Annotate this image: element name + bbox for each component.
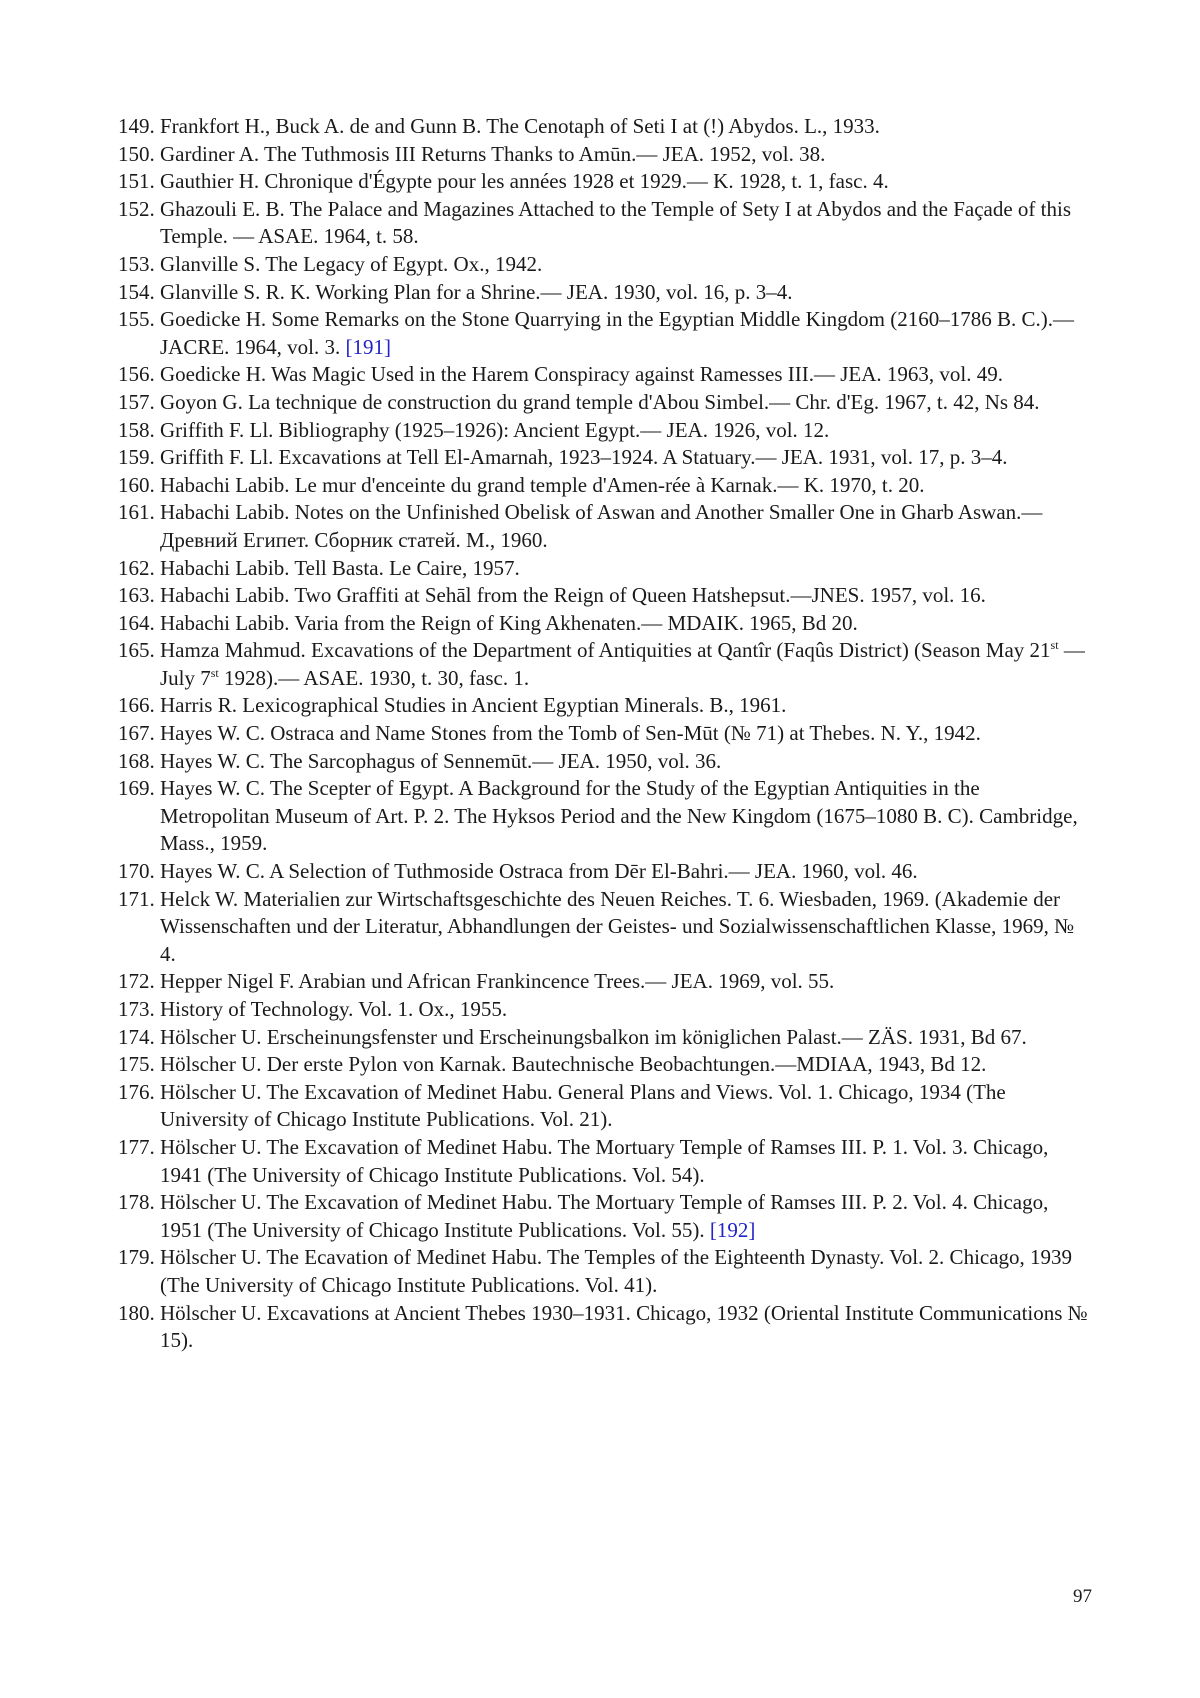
reference-number: 178. xyxy=(118,1190,155,1215)
reference-text: Hayes W. C. A Selection of Tuthmoside Ostraca from Dēr El-Bahri.— JEA. 1960, vol. 46. xyxy=(160,859,918,884)
reference-number: 180. xyxy=(118,1300,155,1325)
reference-number: 160. xyxy=(118,472,155,497)
reference-item xyxy=(118,555,1093,583)
reference-number: 159. xyxy=(118,445,155,470)
reference-number: 157. xyxy=(118,389,155,414)
reference-item xyxy=(118,775,1093,858)
reference-item xyxy=(118,141,1093,169)
reference-text: Habachi Labib. Two Graffiti at Sehāl from the Reign of Queen Hatshepsut.—JNES. 1957, vol. 16. xyxy=(160,583,986,608)
reference-number: 154. xyxy=(118,279,155,304)
reference-item xyxy=(118,1244,1093,1299)
reference-item xyxy=(118,637,1093,692)
reference-item xyxy=(118,251,1093,279)
reference-item xyxy=(118,886,1093,969)
reference-text: Hölscher U. Excavations at Ancient Thebes 1930–1931. Chicago, 1932 (Oriental Institute Communications № 15). xyxy=(160,1300,1088,1353)
reference-text: Harris R. Lexicographical Studies in Ancient Egyptian Minerals. B., 1961. xyxy=(160,693,787,718)
reference-number: 166. xyxy=(118,693,155,718)
reference-number: 164. xyxy=(118,610,155,635)
reference-number: 170. xyxy=(118,859,155,884)
reference-item xyxy=(118,582,1093,610)
reference-number: 177. xyxy=(118,1134,155,1159)
reference-text: Hölscher U. The Excavation of Medinet Habu. General Plans and Views. Vol. 1. Chicago, 1934 (The University of Chicago Institute Publications. Vol. 21). xyxy=(160,1079,1006,1132)
reference-number: 169. xyxy=(118,776,155,801)
reference-item xyxy=(118,858,1093,886)
reference-item xyxy=(118,748,1093,776)
reference-item xyxy=(118,610,1093,638)
reference-number: 175. xyxy=(118,1052,155,1077)
reference-text: Habachi Labib. Le mur d'enceinte du grand temple d'Amen-rée à Karnak.— K. 1970, t. 20. xyxy=(160,472,925,497)
reference-number: 163. xyxy=(118,583,155,608)
reference-item xyxy=(118,1300,1093,1355)
reference-text: Hayes W. C. The Sarcophagus of Sennemūt.— JEA. 1950, vol. 36. xyxy=(160,748,722,773)
reference-text: History of Technology. Vol. 1. Ox., 1955. xyxy=(160,997,508,1021)
reference-number: 174. xyxy=(118,1024,155,1049)
reference-number: 167. xyxy=(118,721,155,746)
ordinal-superscript: st xyxy=(1050,638,1059,653)
reference-text: Goedicke H. Was Magic Used in the Harem Conspiracy against Ramesses III.— JEA. 1963, vol. 49. xyxy=(160,362,1003,387)
reference-item xyxy=(118,472,1093,500)
reference-text: Ghazouli E. B. The Palace and Magazines Attached to the Temple of Sety I at Abydos and the Façade of this Temple. — ASAE. 1964, t. 58. xyxy=(160,196,1072,249)
reference-number: 172. xyxy=(118,969,155,994)
reference-item xyxy=(118,720,1093,748)
reference-item xyxy=(118,996,1093,1024)
reference-text: Habachi Labib. Notes on the Unfinished Obelisk of Aswan and Another Smaller One in Gharb Aswan.— Древний Египет. Сборник статей. М., 1960. xyxy=(160,500,1043,552)
reference-item xyxy=(118,361,1093,389)
reference-item xyxy=(118,444,1093,472)
reference-number: 156. xyxy=(118,362,155,387)
reference-text: Hayes W. C. Ostraca and Name Stones from the Tomb of Sen-Mūt (№ 71) at Thebes. N. Y., 1942. xyxy=(160,721,981,746)
reference-item xyxy=(118,196,1093,251)
reference-text: Hamza Mahmud. Excavations of the Department of Antiquities at Qantîr (Faqûs District) (Season May 21 xyxy=(160,638,1051,663)
reference-item xyxy=(118,692,1093,720)
reference-item xyxy=(118,1051,1093,1079)
reference-item xyxy=(118,1024,1093,1052)
page-number: 97 xyxy=(1073,1586,1092,1607)
reference-number: 150. xyxy=(118,141,155,166)
reference-number: 151. xyxy=(118,169,155,194)
reference-text: Helck W. Materialien zur Wirtschaftsgeschichte des Neuen Reiches. T. 6. Wiesbaden, 1969. (Akademie der Wissenschaften und der Literatur, Abhandlungen der Geistes- und Sozialwissenschaftlichen Klasse, 1969, № 4. xyxy=(160,886,1075,966)
reference-number: 165. xyxy=(118,638,155,663)
reference-number: 161. xyxy=(118,500,155,525)
reference-text: Griffith F. Ll. Excavations at Tell El-Amarnah, 1923–1924. A Statuary.— JEA. 1931, vol. 17, p. 3–4. xyxy=(160,445,1008,470)
reference-text: Goyon G. La technique de construction du grand temple d'Abou Simbel.— Chr. d'Eg. 1967, t. 42, Ns 84. xyxy=(160,389,1040,414)
page-anchor-link[interactable]: [191] xyxy=(345,334,392,359)
reference-number: 171. xyxy=(118,886,155,911)
reference-text: Glanville S. The Legacy of Egypt. Ox., 1942. xyxy=(160,251,543,276)
reference-number: 152. xyxy=(118,196,155,221)
reference-number: 179. xyxy=(118,1245,155,1270)
reference-number: 158. xyxy=(118,417,155,442)
reference-text: Hölscher U. The Ecavation of Medinet Habu. The Temples of the Eighteenth Dynasty. Vol. 2. Chicago, 1939 (The University of Chicago Institute Publications. Vol. 41). xyxy=(160,1245,1073,1297)
reference-number: 155. xyxy=(118,307,155,332)
reference-text: Hölscher U. Erscheinungsfenster und Erscheinungsbalkon im königlichen Palast.— ZÄS. 1931, Bd 67. xyxy=(160,1024,1027,1049)
reference-item xyxy=(118,968,1093,996)
reference-item xyxy=(118,499,1093,554)
reference-text: Hepper Nigel F. Arabian und African Frankincence Trees.— JEA. 1969, vol. 55. xyxy=(160,969,835,994)
reference-number: 162. xyxy=(118,555,155,580)
reference-text: Hayes W. C. The Scepter of Egypt. A Background for the Study of the Egyptian Antiquities in the Metropolitan Museum of Art. P. 2. The Hyksos Period and the New Kingdom (1675–1080 B. C). Cambridge, Mass., 1959. xyxy=(160,776,1078,856)
reference-item xyxy=(118,1189,1093,1244)
reference-text: — July 7 xyxy=(160,638,1085,690)
reference-number: 168. xyxy=(118,748,155,773)
reference-number: 153. xyxy=(118,251,155,276)
ordinal-superscript: st xyxy=(210,665,219,680)
reference-item xyxy=(118,417,1093,445)
reference-text: Hölscher U. The Excavation of Medinet Habu. The Mortuary Temple of Ramses III. P. 2. Vol. 4. Chicago, 1951 (The University of Chicago Institute Publications. Vol. 55). xyxy=(160,1190,1049,1242)
reference-number: 149. xyxy=(118,114,155,138)
reference-text: 1928).— ASAE. 1930, t. 30, fasc. 1. xyxy=(218,665,530,690)
reference-item xyxy=(118,1079,1093,1134)
reference-item xyxy=(118,279,1093,307)
reference-item xyxy=(118,389,1093,417)
reference-text: Frankfort H., Buck A. de and Gunn B. The Cenotaph of Seti I at (!) Abydos. L., 1933. xyxy=(160,114,880,138)
reference-text: Glanville S. R. K. Working Plan for a Shrine.— JEA. 1930, vol. 16, p. 3–4. xyxy=(160,279,793,304)
reference-text: Habachi Labib. Tell Basta. Le Caire, 1957. xyxy=(160,555,520,580)
reference-text: Hölscher U. Der erste Pylon von Karnak. Bautechnische Beobachtungen.—MDIAA, 1943, Bd 12. xyxy=(160,1052,987,1077)
reference-number: 173. xyxy=(118,997,155,1021)
reference-item xyxy=(118,1134,1093,1189)
reference-list xyxy=(118,113,1093,1355)
reference-text: Hölscher U. The Excavation of Medinet Habu. The Mortuary Temple of Ramses III. P. 1. Vol. 3. Chicago, 1941 (The University of Chicago Institute Publications. Vol. 54). xyxy=(160,1134,1049,1187)
reference-number: 176. xyxy=(118,1079,155,1104)
reference-item xyxy=(118,168,1093,196)
reference-text: Gardiner A. The Tuthmosis III Returns Thanks to Amūn.— JEA. 1952, vol. 38. xyxy=(160,141,826,166)
reference-text: Habachi Labib. Varia from the Reign of King Akhenaten.— MDAIK. 1965, Bd 20. xyxy=(160,610,858,635)
page-anchor-link[interactable]: [192] xyxy=(709,1217,756,1242)
reference-item xyxy=(118,306,1093,361)
reference-text: Gauthier H. Chronique d'Égypte pour les années 1928 et 1929.— K. 1928, t. 1, fasc. 4. xyxy=(160,169,889,194)
reference-item xyxy=(118,113,1093,141)
reference-text: Griffith F. Ll. Bibliography (1925–1926): Ancient Egypt.— JEA. 1926, vol. 12. xyxy=(160,417,830,442)
reference-text: Goedicke H. Some Remarks on the Stone Quarrying in the Egyptian Middle Kingdom (2160–1786 B. C.).— JACRE. 1964, vol. 3. xyxy=(160,307,1074,359)
